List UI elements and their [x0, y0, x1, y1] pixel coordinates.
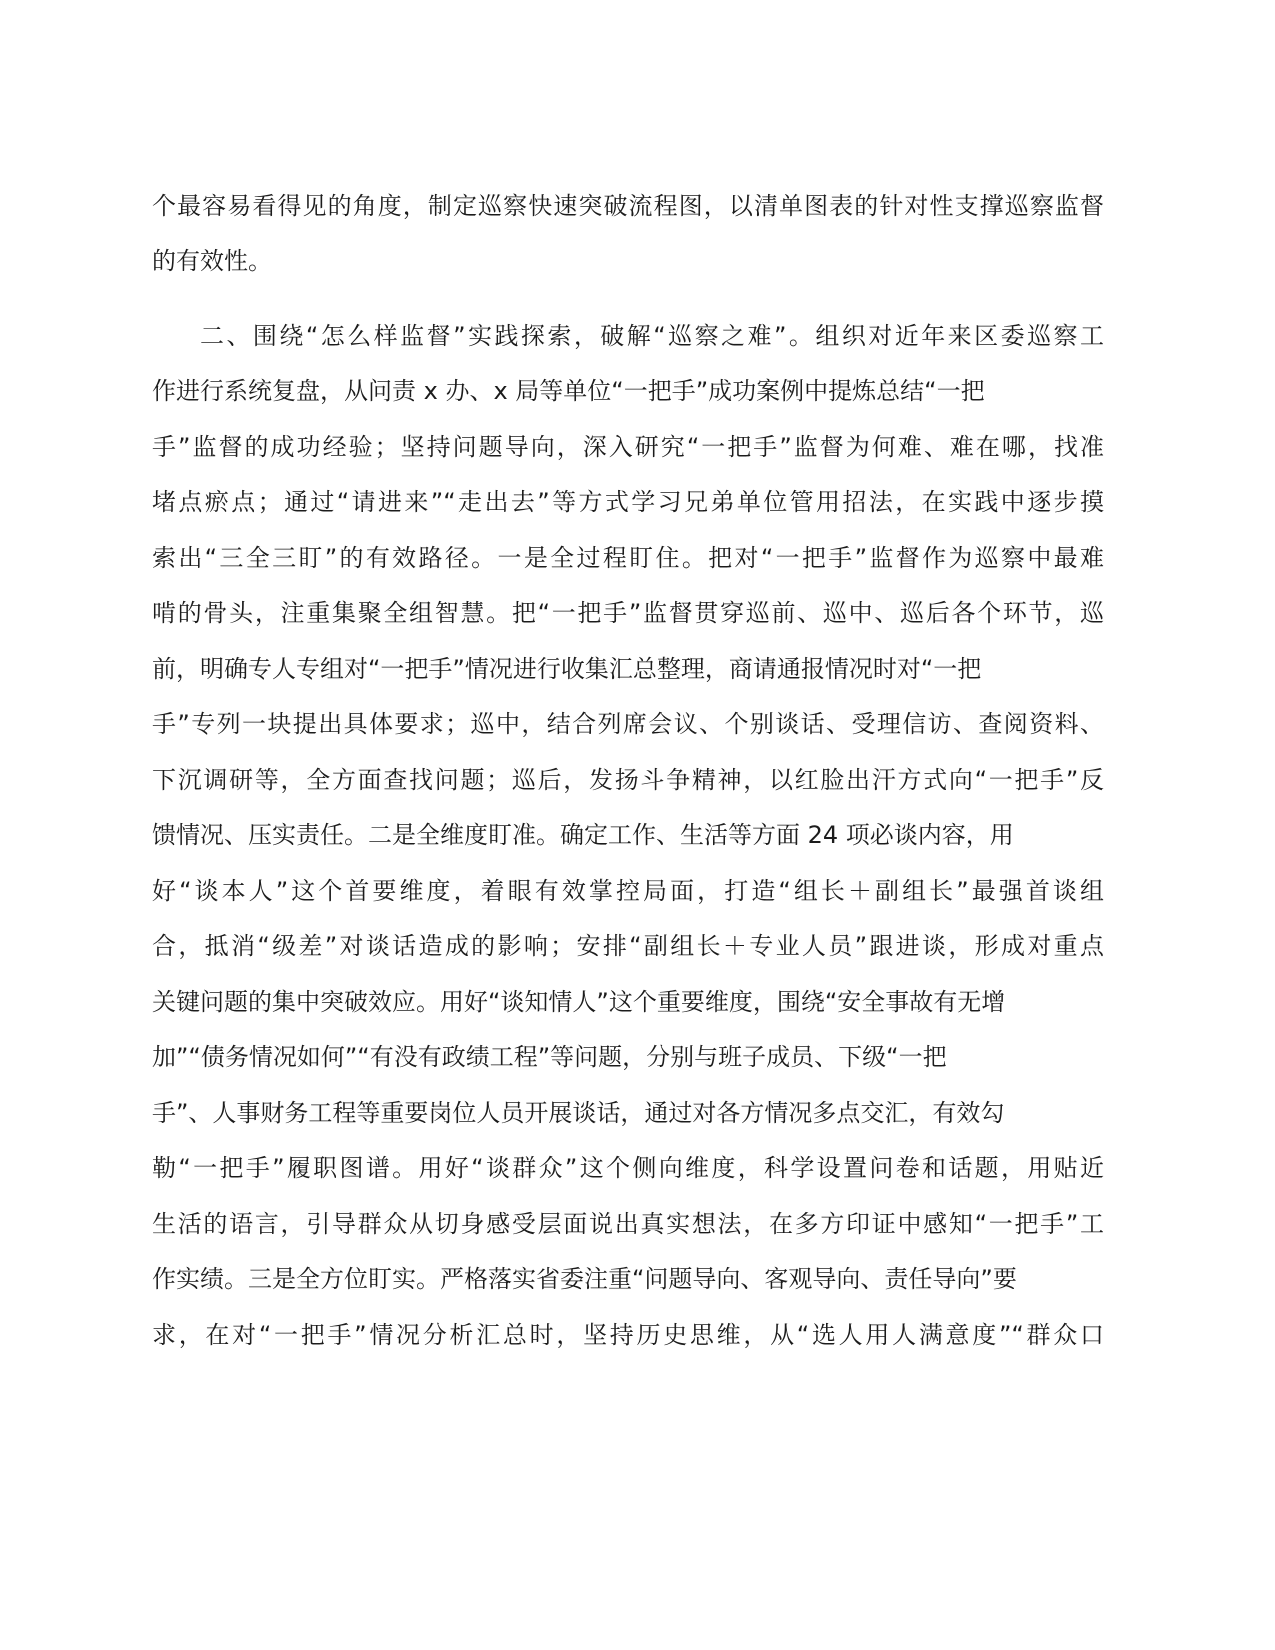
- paragraph-2-line-9: 下沉调研等，全方面查找问题；巡后，发扬斗争精神，以红脸出汗方式向“一把手”反: [152, 766, 1104, 794]
- paragraph-2-line-10: 馈情况、压实责任。二是全维度盯准。确定工作、生活等方面 24 项必谈内容，用: [152, 821, 1014, 849]
- paragraph-2-line-17: 生活的语言，引导群众从切身感受层面说出真实想法，在多方印证中感知“一把手”工: [152, 1210, 1104, 1238]
- paragraph-2-line-1: 二、围绕“怎么样监督”实践探索，破解“巡察之难”。组织对近年来区委巡察工: [200, 322, 1104, 350]
- paragraph-2-line-2: 作进行系统复盘，从问责 x 办、x 局等单位“一把手”成功案例中提炼总结“一把: [152, 377, 985, 405]
- paragraph-2-line-12: 合，抵消“级差”对谈话造成的影响；安排“副组长＋专业人员”跟进谈，形成对重点: [152, 932, 1104, 960]
- paragraph-2-line-15: 手”、人事财务工程等重要岗位人员开展谈话，通过对各方情况多点交汇，有效勾: [152, 1099, 1005, 1127]
- paragraph-2-line-8: 手”专列一块提出具体要求；巡中，结合列席会议、个别谈话、受理信访、查阅资料、: [152, 710, 1104, 738]
- paragraph-2-line-6: 啃的骨头，注重集聚全组智慧。把“一把手”监督贯穿巡前、巡中、巡后各个环节，巡: [152, 599, 1104, 627]
- paragraph-2-line-4: 堵点瘀点；通过“请进来”“走出去”等方式学习兄弟单位管用招法，在实践中逐步摸: [152, 488, 1104, 516]
- paragraph-2-line-18: 作实绩。三是全方位盯实。严格落实省委注重“问题导向、客观导向、责任导向”要: [152, 1265, 1017, 1293]
- paragraph-2-line-7: 前，明确专人专组对“一把手”情况进行收集汇总整理，商请通报情况时对“一把: [152, 655, 982, 683]
- paragraph-1-line-1: 个最容易看得见的角度，制定巡察快速突破流程图，以清单图表的针对性支撑巡察监督: [152, 192, 1104, 220]
- paragraph-2-line-5: 索出“三全三盯”的有效路径。一是全过程盯住。把对“一把手”监督作为巡察中最难: [152, 544, 1104, 572]
- paragraph-2-line-13: 关键问题的集中突破效应。用好“谈知情人”这个重要维度，围绕“安全事故有无增: [152, 988, 1006, 1016]
- paragraph-2-line-11: 好“谈本人”这个首要维度，着眼有效掌控局面，打造“组长＋副组长”最强首谈组: [152, 877, 1104, 905]
- paragraph-2-line-16: 勒“一把手”履职图谱。用好“谈群众”这个侧向维度，科学设置问卷和话题，用贴近: [152, 1154, 1104, 1182]
- paragraph-2-line-19: 求，在对“一把手”情况分析汇总时，坚持历史思维，从“选人用人满意度”“群众口: [152, 1321, 1104, 1349]
- paragraph-2-line-3: 手”监督的成功经验；坚持问题导向，深入研究“一把手”监督为何难、难在哪，找准: [152, 433, 1104, 461]
- paragraph-2-line-14: 加”“债务情况如何”“有没有政绩工程”等问题，分别与班子成员、下级“一把: [152, 1043, 947, 1071]
- paragraph-1-line-2: 的有效性。: [152, 247, 272, 275]
